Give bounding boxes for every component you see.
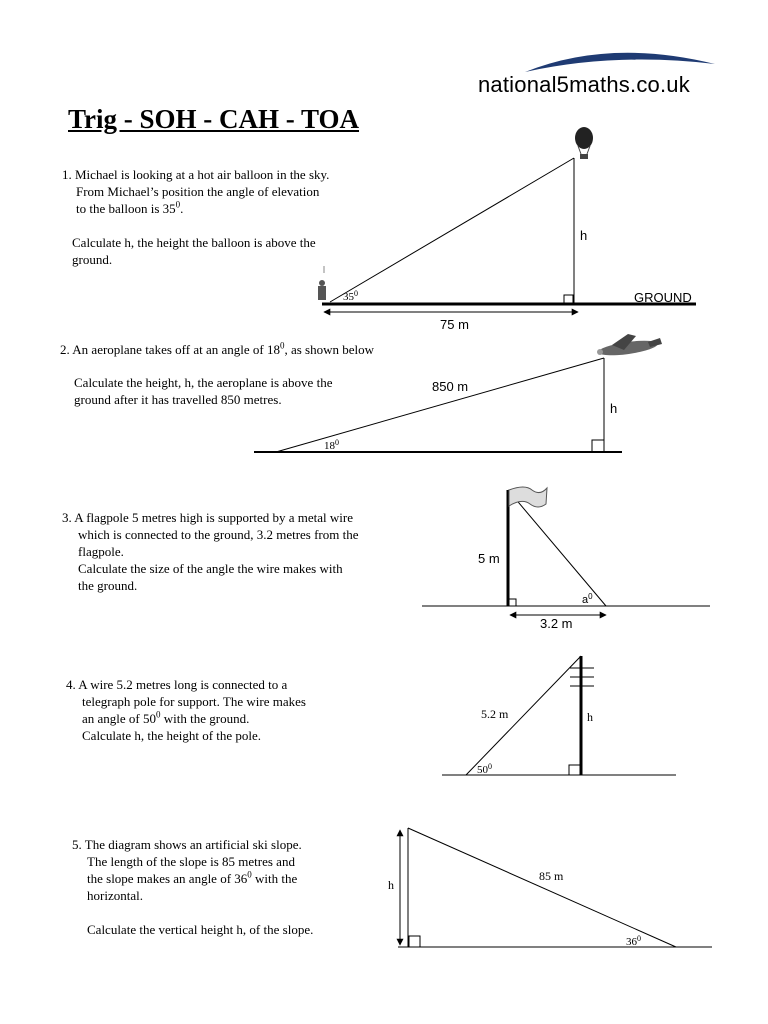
q4-line-1: 4. A wire 5.2 metres long is connected to a (66, 677, 288, 692)
q5-line-5: Calculate the vertical height h, of the slope. (87, 922, 314, 937)
angle-label: $18^0$ (324, 438, 339, 452)
q4-line-4: Calculate h, the height of the pole. (82, 728, 262, 743)
side-label-h: h (580, 228, 588, 243)
base-label: 3.2 m (540, 616, 573, 631)
q4-line-2: telegraph pole for support. The wire makes (82, 694, 306, 709)
hyp-label: 85 m (539, 869, 564, 883)
q1-task-line-2: ground. (72, 252, 113, 267)
wire-line (508, 490, 606, 606)
degree-mark: 0 (279, 340, 285, 351)
diagram-3-flagpole (422, 487, 710, 631)
question-1-text: 1. Michael is looking at a hot air balloon in the sky. From Michael’s position the angle of elevation to the balloon is $35^0$. (62, 167, 330, 216)
aeroplane-icon (597, 334, 662, 358)
q2-line-1: 2. An aeroplane takes off at an angle of 18 (60, 342, 280, 357)
hyp-label: 5.2 m (481, 707, 509, 721)
q5-line-1: 5. The diagram shows an artificial ski slope. (72, 837, 302, 852)
q5-line-3: the slope makes an angle of 36 (87, 871, 248, 886)
q4-line-3: an angle of 50 (82, 711, 157, 726)
q1-task-line-1: Calculate h, the height the balloon is above the (72, 235, 316, 250)
diagram-1-balloon (318, 127, 696, 332)
degree-mark: 0 (247, 869, 252, 880)
q3-line-4: Calculate the size of the angle the wire makes with (78, 561, 343, 576)
degree-mark: 0 (175, 199, 181, 210)
q1-line-1: 1. Michael is looking at a hot air balloon in the sky. (62, 167, 330, 182)
side-label-h: h (388, 878, 394, 892)
flight-path-line (276, 358, 604, 452)
diagram-5-ski-slope (388, 828, 712, 948)
height-label: 5 m (478, 551, 500, 566)
diagram-2-aeroplane (254, 334, 662, 452)
ground-label: GROUND (634, 290, 692, 305)
q2-line-1-end: , as shown below (284, 342, 375, 357)
side-label-h: h (587, 710, 593, 724)
sight-line (330, 158, 574, 302)
slope-line (408, 828, 676, 947)
person-icon (318, 266, 326, 300)
right-angle-marker (509, 599, 516, 606)
right-angle-marker (409, 936, 420, 947)
angle-label: $a^0$ (582, 592, 593, 606)
angle-label: $50^0$ (477, 762, 492, 776)
angle-label: $35^0$ (343, 289, 358, 303)
q1-line-3: to the balloon is 35 (76, 201, 176, 216)
q3-line-3: flagpole. (78, 544, 124, 559)
flag-icon (509, 487, 547, 507)
q3-line-1: 3. A flagpole 5 metres high is supported by a metal wire (62, 510, 353, 525)
q5-line-2: The length of the slope is 85 metres and (87, 854, 295, 869)
angle-label: $36^0$ (626, 934, 641, 948)
site-logo-text: national5maths.co.uk (478, 72, 690, 97)
q3-line-5: the ground. (78, 578, 138, 593)
hyp-label: 850 m (432, 379, 469, 394)
q1-line-2: From Michael’s position the angle of elevation (76, 184, 320, 199)
q5-line-3-end: with the (251, 871, 298, 886)
q5-line-4: horizontal. (87, 888, 143, 903)
side-label-h: h (610, 401, 618, 416)
q2-task-line-2: ground after it has travelled 850 metres. (74, 392, 282, 407)
hot-air-balloon-icon (575, 127, 593, 159)
q3-line-2: which is connected to the ground, 3.2 metres from the (78, 527, 359, 542)
base-label: 75 m (440, 317, 469, 332)
q4-line-3-end: with the ground. (160, 711, 250, 726)
diagram-4-telegraph-pole (442, 656, 676, 776)
degree-mark: 0 (156, 709, 161, 720)
right-angle-marker (592, 440, 604, 452)
page-title: Trig - SOH - CAH - TOA (68, 104, 360, 134)
q2-task-line-1: Calculate the height, h, the aeroplane is above the (74, 375, 333, 390)
right-angle-marker (569, 765, 580, 775)
